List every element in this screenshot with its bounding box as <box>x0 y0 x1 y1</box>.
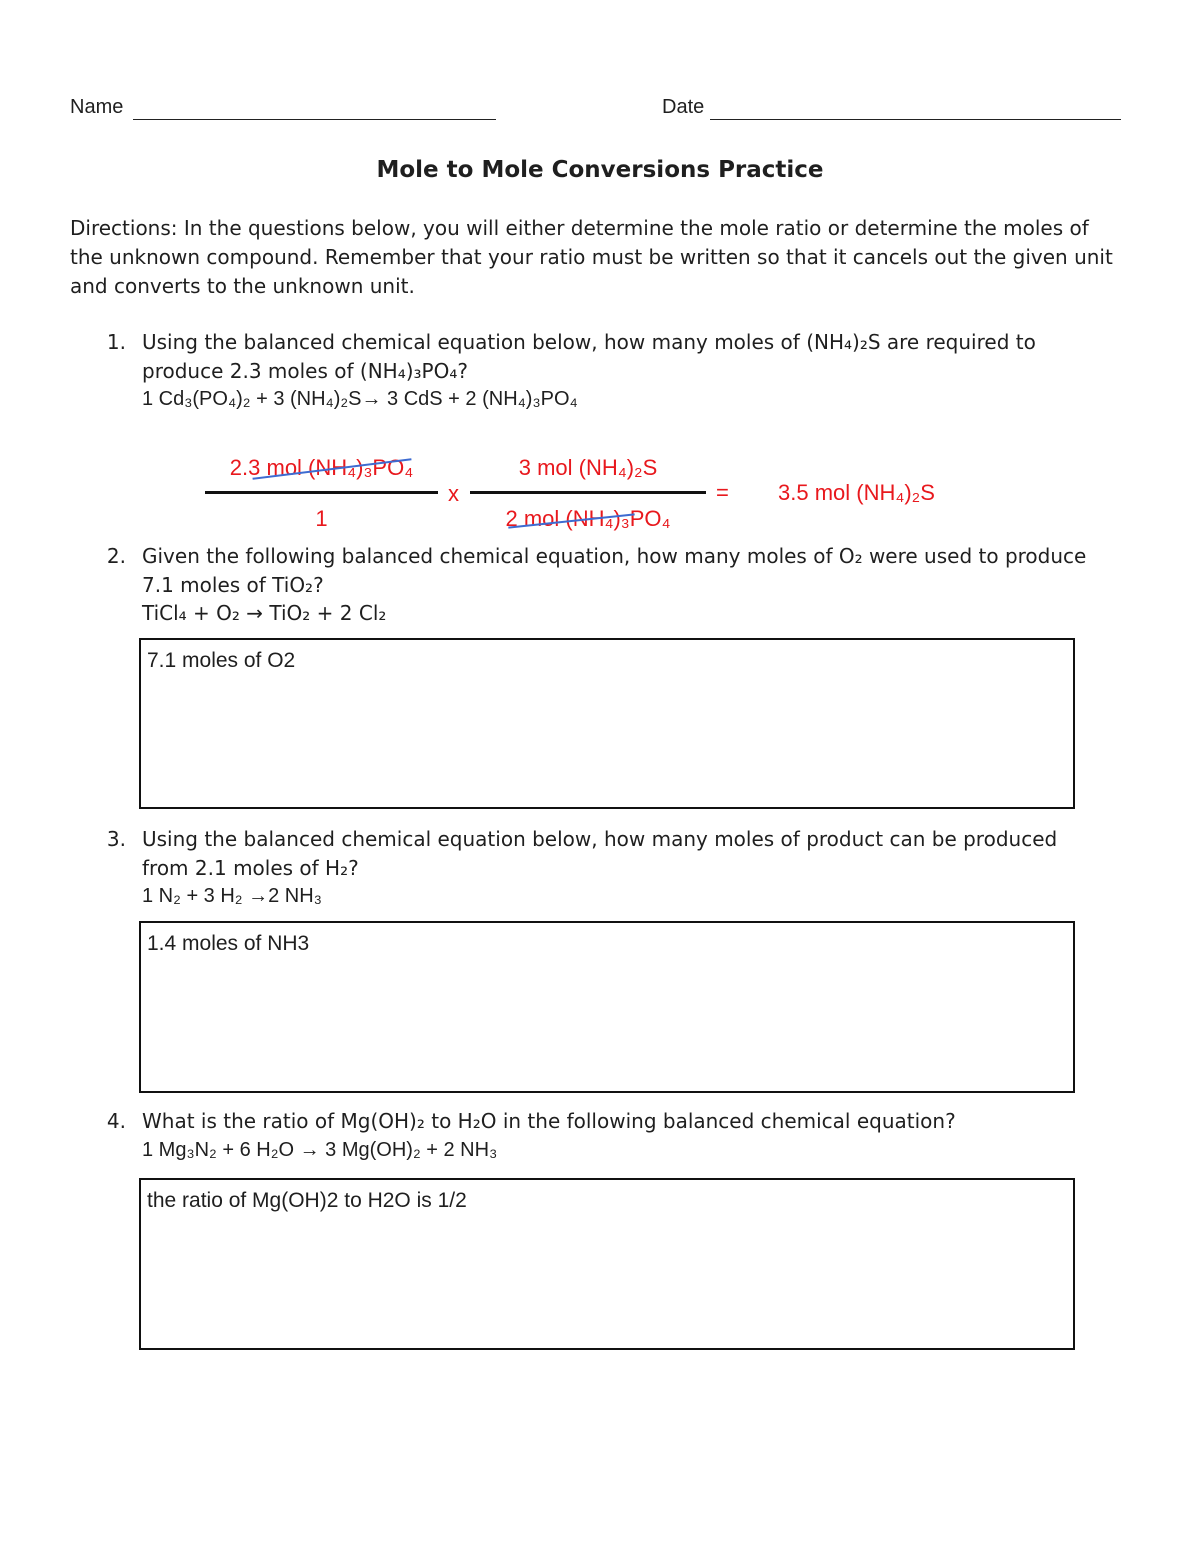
question-2-equation: TiCl₄ + O₂ → TiO₂ + 2 Cl₂ <box>142 601 387 625</box>
question-3-text <box>142 825 1142 911</box>
question-4-line1: What is the ratio of Mg(OH)₂ to H₂O in the following balanced chemical equation? <box>142 1109 956 1133</box>
question-1-line2: produce 2.3 moles of (NH₄)₃PO₄? <box>142 358 468 383</box>
question-4-equation: 1 Mg₃N₂ + 6 H₂O → 3 Mg(OH)₂ + 2 NH₃ <box>142 1138 498 1161</box>
work-numerator-1: 2.3 mol (NH₄)₃PO₄ <box>229 455 414 480</box>
answer-box-2[interactable] <box>139 638 1075 809</box>
answer-box-4[interactable] <box>139 1178 1075 1350</box>
question-3-line1: Using the balanced chemical equation below, how many moles of product can be produced <box>142 827 1058 851</box>
times-symbol: x <box>448 481 459 506</box>
fraction-bar-2 <box>470 491 706 494</box>
question-2-line1: Given the following balanced chemical equation, how many moles of O₂ were used to produce <box>142 544 1087 568</box>
question-number: 4. <box>106 1109 126 1133</box>
page-title: Mole to Mole Conversions Practice <box>376 157 824 183</box>
question-1-line1: Using the balanced chemical equation below, how many moles of (NH₄)₂S are required to <box>142 330 1036 354</box>
question-4-text <box>142 1107 1142 1164</box>
question-2-line2: 7.1 moles of TiO₂? <box>142 572 324 597</box>
date-label: Date <box>662 96 705 118</box>
answer-text-4: the ratio of Mg(OH)2 to H2O is 1/2 <box>147 1189 467 1212</box>
question-1-text <box>142 328 1102 414</box>
answer-text-2: 7.1 moles of O2 <box>147 649 296 672</box>
work-denominator-2: 2 mol (NH₄)₃PO₄ <box>505 506 671 531</box>
question-3-line2: from 2.1 moles of H₂? <box>142 855 359 880</box>
question-number: 2. <box>106 544 126 568</box>
question-number: 1. <box>106 330 126 354</box>
work-numerator-2: 3 mol (NH₄)₂S <box>518 455 658 480</box>
question-2-text <box>142 542 1142 628</box>
date-field[interactable] <box>710 119 1121 120</box>
fraction-bar-1 <box>205 491 438 494</box>
answer-text-3: 1.4 moles of NH3 <box>147 932 310 955</box>
work-result: 3.5 mol (NH₄)₂S <box>778 480 935 505</box>
answer-box-3[interactable] <box>139 921 1075 1093</box>
question-3-equation: 1 N₂ + 3 H₂ →2 NH₃ <box>142 885 322 907</box>
directions: Directions: In the questions below, you will either determine the mole ratio or determine the moles of the unknown compound. Remember that your ratio must be written so that it cancels out the given unit and converts to the unknown unit. <box>70 216 1113 298</box>
name-label: Name <box>70 96 124 118</box>
question-1-equation: 1 Cd₃(PO₄)₂ + 3 (NH₄)₂S→ 3 CdS + 2 (NH₄)₃PO₄ <box>142 388 578 410</box>
question-number: 3. <box>106 827 126 851</box>
equals-symbol: = <box>716 480 729 505</box>
work-denominator-1: 1 <box>315 506 328 531</box>
name-field[interactable] <box>133 119 496 120</box>
